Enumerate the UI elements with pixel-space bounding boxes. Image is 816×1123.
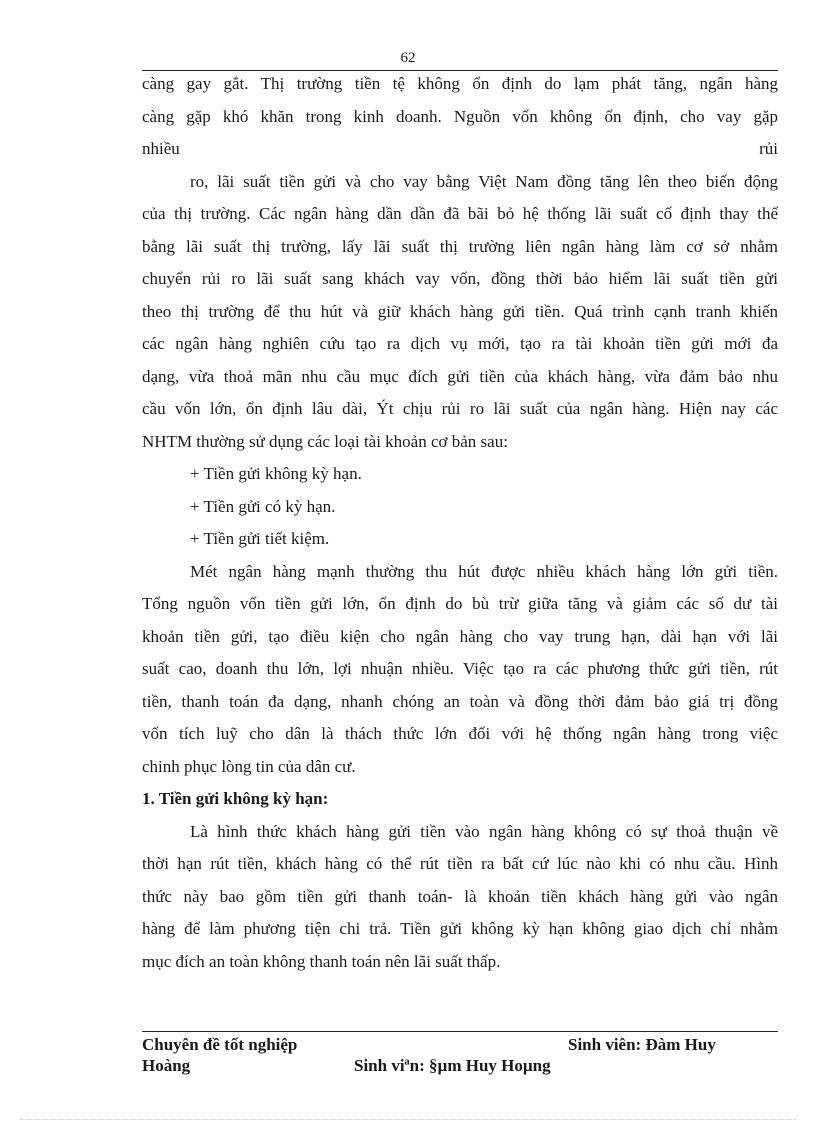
text-line: suất cao, doanh thu lớn, lợi nhuận nhiều. Việc tạo ra các phương thức gửi tiền, rút <box>142 659 778 678</box>
text-line: vốn tích luỹ cho dân là thách thức lớn đối với hệ thống ngân hàng trong việc <box>142 724 778 743</box>
text-line: Mét ngân hàng mạnh thường thu hút được nhiều khách hàng lớn gửi tiền. <box>190 561 778 581</box>
text-line: tiền, thanh toán đa dạng, nhanh chóng an toàn và đồng thời đảm bảo giá trị đồng <box>142 691 778 711</box>
document-body <box>142 68 778 978</box>
list-item: + Tiền gửi không kỳ hạn. <box>190 464 362 483</box>
text-line: hàng để làm phương tiện chi trả. Tiền gửi không kỳ hạn không giao dịch chỉ nhằm <box>142 919 778 938</box>
text-line: dạng, vừa thoả mãn nhu cầu mục đích gửi tiền của khách hàng, vừa đảm bảo nhu <box>142 366 778 386</box>
text-line: chuyển rủi ro lãi suất sang khách vay vốn, đồng thời bảo hiểm lãi suất tiền gửi <box>142 269 778 288</box>
page-number: 62 <box>400 50 416 66</box>
text-line: thời hạn rút tiền, khách hàng có thể rút tiền ra bất cứ lúc nào khi có nhu cầu. Hình <box>142 854 778 873</box>
text-line: Là hình thức khách hàng gửi tiền vào ngân hàng không có sự thoả thuận về <box>190 821 778 841</box>
text-line: NHTM thường sử dụng các loại tài khoản cơ bản sau: <box>142 431 508 451</box>
text-line: khoản tiền gửi, tạo điều kiện cho ngân hàng cho vay trung hạn, dài hạn với lãi <box>142 626 778 646</box>
text-line: thức này bao gồm tiền gửi thanh toán- là khoản tiền khách hàng gửi vào ngân <box>142 886 778 906</box>
footer <box>142 1034 778 1076</box>
footer-center: Sinh viªn: §µm Huy Hoµng <box>354 1056 551 1075</box>
list-item: + Tiền gửi có kỳ hạn. <box>190 496 336 516</box>
text-line: mục đích an toàn không thanh toán nên lãi suất thấp. <box>142 951 501 971</box>
footer-left: Chuyên đề tốt nghiệp <box>142 1035 298 1054</box>
text-line: chinh phục lòng tin của dân cư. <box>142 756 356 776</box>
text-line: càng gay gắt. Thị trường tiền tệ không ổn định do lạm phát tăng, ngân hàng <box>142 74 778 93</box>
split-left: nhiều <box>142 139 180 158</box>
text-line: càng gặp khó khăn trong kinh doanh. Nguồn vốn không ổn định, cho vay gặp <box>142 106 778 126</box>
page-edge <box>20 1119 796 1120</box>
text-line: ro, lãi suất tiền gửi và cho vay bằng Việt Nam đồng tăng lên theo biến động <box>190 171 778 191</box>
text-line: theo thị trường để thu hút và giữ khách hàng gửi tiền. Quá trình cạnh tranh khiến <box>142 301 778 321</box>
section-heading: 1. Tiền gửi không kỳ hạn: <box>142 789 329 808</box>
split-right: rủi <box>759 139 778 158</box>
footer-left-continued: Hoàng <box>142 1056 191 1075</box>
text-line: các ngân hàng nghiên cứu tạo ra dịch vụ mới, tạo ra tài khoản tiền gửi mới đa <box>142 334 778 353</box>
list-item: + Tiền gửi tiết kiệm. <box>190 529 330 548</box>
text-line: bằng lãi suất thị trường, lấy lãi suất thị trường liên ngân hàng làm cơ sở nhằm <box>142 236 778 256</box>
footer-rule <box>142 1031 778 1032</box>
text-line-split <box>142 133 778 166</box>
text-line: Tổng nguồn vốn tiền gửi lớn, ổn định do bù trừ giữa tăng và giảm các số dư tài <box>142 594 778 613</box>
text-line: của thị trường. Các ngân hàng dần dần đã bãi bỏ hệ thống lãi suất cố định thay thế <box>142 204 778 223</box>
footer-right: Sinh viên: Đàm Huy <box>568 1035 716 1054</box>
text-line: cầu vốn lớn, ổn định lâu dài, Ýt chịu rủi ro lãi suất của ngân hàng. Hiện nay các <box>142 399 778 418</box>
